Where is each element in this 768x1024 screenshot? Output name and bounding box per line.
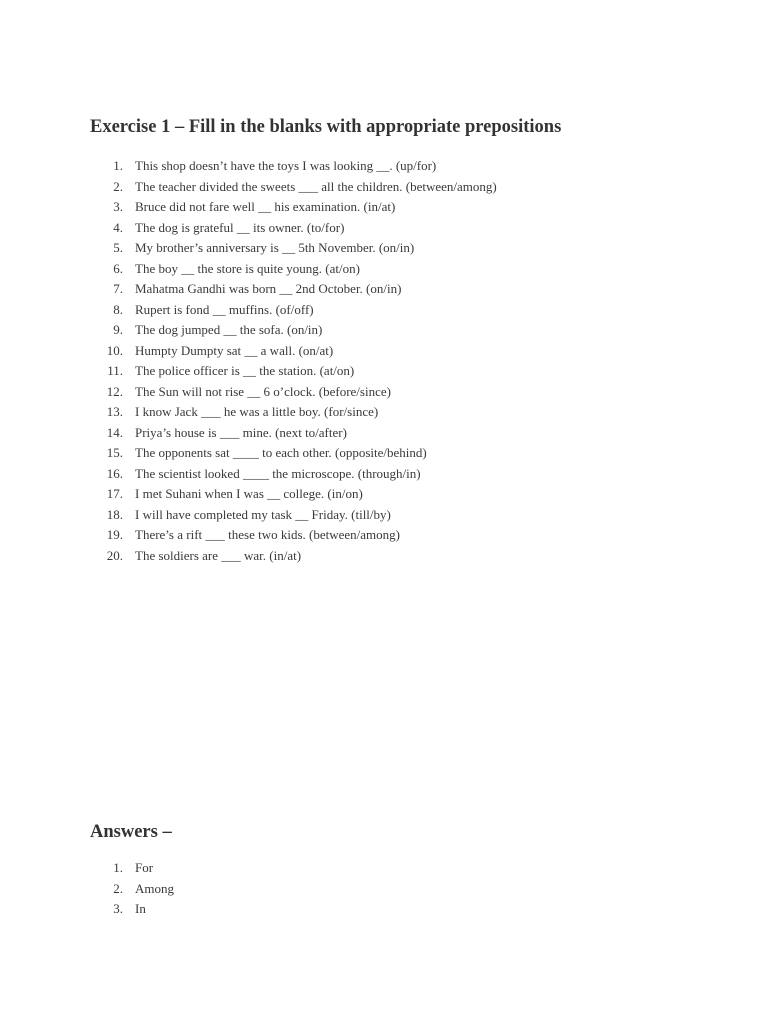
question-text: Humpty Dumpty sat __ a wall. (on/at)	[135, 342, 334, 358]
answer-text: In	[135, 901, 146, 916]
question-text: My brother’s anniversary is __ 5th November. (on/in)	[135, 240, 415, 255]
answer-text: For	[135, 860, 154, 875]
question-number: 11.	[107, 363, 123, 378]
question-text: Rupert is fond __ muffins. (of/off)	[135, 301, 314, 317]
question-text: The teacher divided the sweets ___ all the children. (between/among)	[135, 178, 497, 194]
answer-number: 1.	[113, 860, 123, 875]
question-number: 15.	[106, 445, 123, 460]
question-number: 20.	[106, 547, 123, 563]
question-number: 17.	[106, 486, 123, 501]
question-number: 2.	[113, 178, 123, 194]
question-text: The soldiers are ___ war. (in/at)	[135, 547, 302, 563]
question-text: The opponents sat ____ to each other. (opposite/behind)	[135, 445, 427, 460]
question-number: 7.	[113, 281, 123, 296]
question-text: I met Suhani when I was __ college. (in/on)	[135, 486, 363, 501]
answer-number: 3.	[113, 901, 123, 916]
answers-title: Answers –	[90, 822, 172, 842]
question-number: 3.	[113, 199, 123, 214]
question-number: 10.	[106, 342, 123, 358]
question-text: The dog jumped __ the sofa. (on/in)	[135, 322, 323, 337]
exercise-title: Exercise 1 – Fill in the blanks with appropriate prepositions	[90, 117, 562, 137]
question-text: I will have completed my task __ Friday. (till/by)	[135, 506, 391, 522]
question-text: I know Jack ___ he was a little boy. (for/since)	[135, 404, 379, 419]
answer-text: Among	[135, 880, 174, 896]
question-number: 9.	[113, 322, 123, 337]
question-number: 12.	[106, 383, 123, 399]
question-number: 1.	[113, 158, 123, 173]
question-number: 8.	[113, 301, 123, 317]
question-number: 18.	[106, 506, 123, 522]
question-text: The police officer is __ the station. (at/on)	[135, 363, 355, 378]
question-number: 19.	[106, 527, 123, 542]
question-number: 6.	[113, 260, 123, 276]
question-text: Priya’s house is ___ mine. (next to/after)	[135, 424, 347, 440]
question-number: 5.	[113, 240, 123, 255]
question-text: The dog is grateful __ its owner. (to/for)	[135, 219, 345, 235]
question-text: Mahatma Gandhi was born __ 2nd October. (on/in)	[135, 281, 402, 296]
answer-number: 2.	[113, 880, 123, 896]
question-text: Bruce did not fare well __ his examination. (in/at)	[135, 199, 396, 214]
question-number: 14.	[106, 424, 123, 440]
question-text: The Sun will not rise __ 6 o’clock. (before/since)	[135, 383, 391, 399]
question-text: The boy __ the store is quite young. (at/on)	[135, 260, 360, 276]
question-number: 4.	[113, 219, 123, 235]
question-text: The scientist looked ____ the microscope. (through/in)	[135, 465, 421, 481]
question-text: This shop doesn’t have the toys I was looking __. (up/for)	[135, 158, 437, 173]
question-number: 16.	[106, 465, 123, 481]
question-text: There’s a rift ___ these two kids. (between/among)	[135, 527, 400, 542]
question-number: 13.	[106, 404, 123, 419]
